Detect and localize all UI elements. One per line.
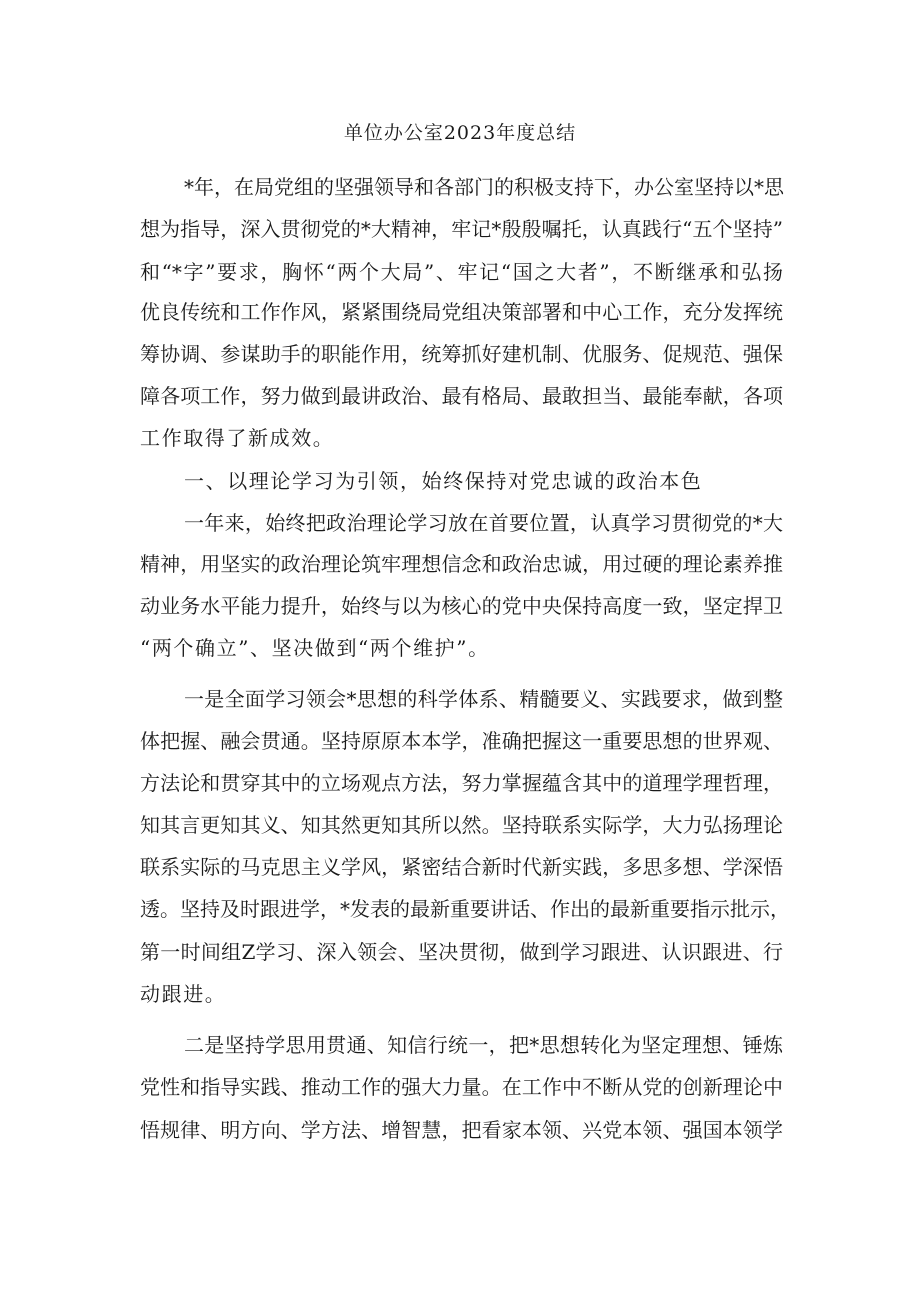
paragraph-line: 二是坚持学思用贯通、知信行统一，把*思想转化为坚定理想、锤炼 [184,1033,783,1057]
paragraph-line: 党性和指导实践、推动工作的强大力量。在工作中不断从党的创新理论中 [140,1075,783,1099]
paragraph-line: 动跟进。 [140,982,227,1006]
paragraph-line: 一年来，始终把政治理论学习放在首要位置，认真学习贯彻党的*大 [184,511,783,535]
paragraph-line: 透。坚持及时跟进学，*发表的最新重要讲话、作出的最新重要指示批示， [140,897,790,921]
paragraph-line: 方法论和贯穿其中的立场观点方法，努力掌握蕴含其中的道理学理哲理， [140,771,783,795]
paragraph-line: 工作取得了新成效。 [140,426,335,450]
paragraph-line: 优良传统和工作作风，紧紧围绕局党组决策部署和中心工作，充分发挥统 [140,300,783,324]
paragraph-line: 想为指导，深入贯彻党的*大精神，牢记*殷殷嘱托，认真践行“五个坚持” [140,217,783,241]
paragraph-line: 悟规律、明方向、学方法、增智慧，把看家本领、兴党本领、强国本领学 [140,1118,783,1142]
paragraph-line: 动业务水平能力提升，始终与以为核心的党中央保持高度一致，坚定捍卫 [140,594,783,618]
paragraph-line: “两个确立”、坚决做到“两个维护”。 [140,636,490,660]
paragraph-line: 第一时间组Z学习、深入领会、坚决贯彻，做到学习跟进、认识跟进、行 [140,940,783,964]
paragraph-line: 知其言更知其义、知其然更知其所以然。坚持联系实际学，大力弘扬理论 [140,813,783,837]
paragraph-line: 联系实际的马克思主义学风，紧密结合新时代新实践，多思多想、学深悟 [140,855,783,879]
paragraph-line: *年，在局党组的坚强领导和各部门的积极支持下，办公室坚持以*思 [184,175,784,199]
section-heading: 一、以理论学习为引领，始终保持对党忠诚的政治本色 [184,469,703,493]
document-title: 单位办公室2023年度总结 [343,122,577,144]
paragraph-line: 体把握、融会贯通。坚持原原本本学，准确把握这一重要思想的世界观、 [140,729,783,753]
paragraph-line: 筹协调、参谋助手的职能作用，统筹抓好建机制、优服务、促规范、强保 [140,342,783,366]
paragraph-line: 障各项工作，努力做到最讲政治、最有格局、最敢担当、最能奉献，各项 [140,384,783,408]
paragraph-line: 精神，用坚实的政治理论筑牢理想信念和政治忠诚，用过硬的理论素养推 [140,552,783,576]
paragraph-line: 一是全面学习领会*思想的科学体系、精髓要义、实践要求，做到整 [184,687,783,711]
paragraph-line: 和“*字”要求，胸怀“两个大局”、牢记“国之大者”，不断继承和弘扬 [140,260,783,284]
